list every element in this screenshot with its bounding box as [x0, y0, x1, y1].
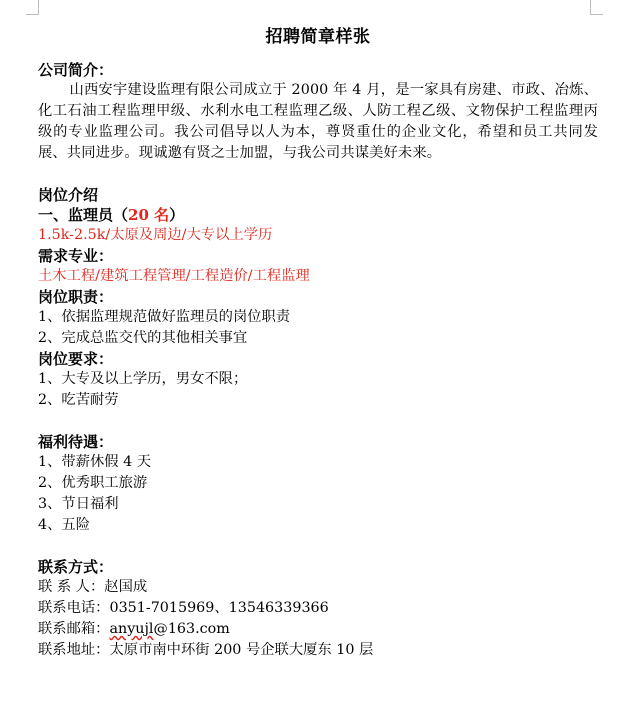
contact-email [38, 619, 598, 640]
contact-person-label: 联 系 人： [38, 579, 105, 595]
duties-heading: 岗位职责： [38, 288, 114, 306]
company-heading: 公司简介： [38, 61, 114, 79]
benefits-heading: 福利待遇： [38, 433, 114, 451]
positions-heading: 岗位介绍 [38, 186, 99, 204]
benefit-item: 3、节日福利 [38, 496, 119, 512]
contact-email-domain: @163.com [153, 621, 230, 637]
crop-mark-top-right [590, 0, 603, 15]
contact-person-value: 赵国成 [104, 579, 148, 595]
spacer [38, 536, 598, 557]
crop-mark-top-left [26, 0, 39, 15]
duty-item: 2、完成总监交代的其他相关事宜 [38, 330, 248, 346]
benefit-item: 1、带薪休假 4 天 [38, 454, 152, 470]
position-suffix: ） [169, 206, 185, 224]
salary-line: 1.5k-2.5k/太原及周边/大专以上学历 [38, 227, 273, 243]
requirement-item: 1、大专及以上学历，男女不限； [38, 371, 248, 387]
contact-address-label: 联系地址： [38, 642, 110, 658]
contact-email-user: anyujl [109, 621, 154, 637]
document-page [38, 24, 598, 661]
requirement-item: 2、吃苦耐劳 [38, 392, 119, 408]
benefit-item: 4、五险 [38, 517, 90, 533]
position-title [38, 205, 598, 225]
contact-heading: 联系方式： [38, 558, 114, 576]
spacer [38, 164, 598, 185]
contact-email-label: 联系邮箱： [38, 621, 110, 637]
company-intro: 山西安宇建设监理有限公司成立于 2000 年 4 月，是一家具有房建、市政、冶炼、化工石油工程监理甲级、水利水电工程监理乙级、人防工程乙级、文物保护工程监理丙级的专业监理公司。我公司倡导以人为本，尊贤重仕的企业文化，希望和员工共同发展、共同进步。现诚邀有贤之士加盟，与我公司共谋美好未来。 [38, 82, 598, 161]
major-heading: 需求专业： [38, 247, 114, 265]
contact-address [38, 640, 598, 661]
contact-phone [38, 598, 598, 619]
majors-line: 土木工程/建筑工程管理/工程造价/工程监理 [38, 268, 310, 284]
contact-phone-value: 0351-7015969、13546339366 [109, 600, 329, 616]
position-prefix: 一、监理员（ [38, 206, 129, 224]
duty-item: 1、依据监理规范做好监理员的岗位职责 [38, 309, 291, 325]
document-title: 招聘简章样张 [265, 27, 371, 47]
contact-address-value: 太原市南中环街 200 号企联大厦东 10 层 [109, 642, 374, 658]
requirements-heading: 岗位要求： [38, 350, 114, 368]
contact-phone-label: 联系电话： [38, 600, 110, 616]
position-count: 20 名 [128, 206, 170, 224]
benefit-item: 2、优秀职工旅游 [38, 475, 148, 491]
contact-person [38, 577, 598, 598]
spacer [38, 411, 598, 432]
